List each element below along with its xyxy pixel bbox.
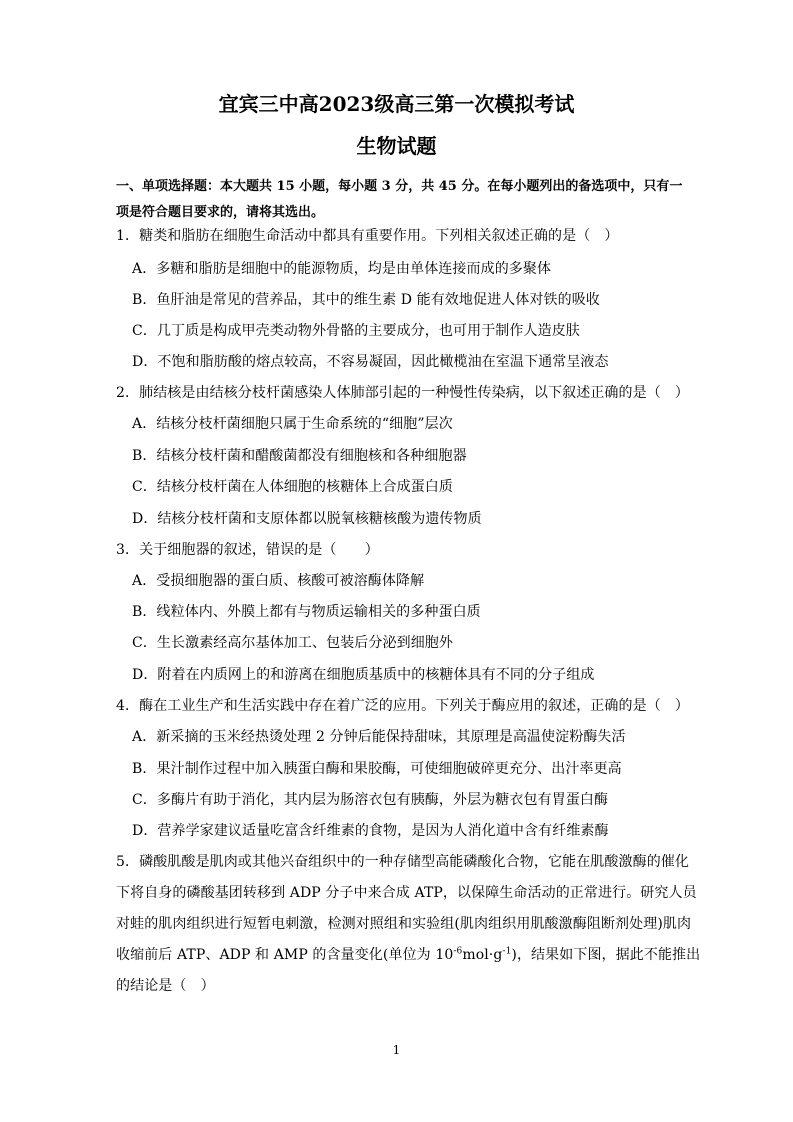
question-5-line4-post: )，结果如下图，据此不能推出	[511, 947, 701, 963]
question-1-option-a: A．多糖和脂肪是细胞中的能源物质，均是由单体连接而成的多聚体	[132, 261, 552, 277]
question-4-stem: 4．酶在工业生产和生活实践中存在着广泛的应用。下列关于酶应用的叙述，正确的是（ ）	[116, 698, 690, 714]
section-instruction-line2: 项是符合题目要求的，请将其选出。	[116, 205, 325, 220]
question-3-option-b: B．线粒体内、外膜上都有与物质运输相关的多种蛋白质	[132, 604, 481, 620]
question-5-line4-unit: mol·g	[462, 947, 503, 963]
page-number: 1	[392, 1043, 401, 1057]
unit-exponent-1: -6	[453, 946, 463, 957]
question-4-option-b: B．果汁制作过程中加入胰蛋白酶和果胶酶，可使细胞破碎更充分、出汁率更高	[132, 761, 622, 777]
exam-title: 宜宾三中高2023级高三第一次模拟考试	[218, 92, 575, 116]
question-5-line2: 下将自身的磷酸基团转移到 ADP 分子中来合成 ATP，以保障生命活动的正常进行。研究人员	[116, 885, 697, 901]
question-2-stem: 2．肺结核是由结核分枝杆菌感染人体肺部引起的一种慢性传染病，以下叙述正确的是（ ）	[116, 385, 690, 401]
question-4-option-a: A．新采摘的玉米经热烫处理 2 分钟后能保持甜味，其原理是高温使淀粉酶失活	[132, 729, 626, 745]
question-2-option-c: C．结核分枝杆菌在人体细胞的核糖体上合成蛋白质	[132, 479, 454, 495]
question-4-option-c: C．多酶片有助于消化，其内层为肠溶衣包有胰酶，外层为糖衣包有胃蛋白酶	[132, 792, 609, 808]
question-3-option-a: A．受损细胞器的蛋白质、核酸可被溶酶体降解	[132, 573, 425, 589]
question-2-option-b: B．结核分枝杆菌和醋酸菌都没有细胞核和各种细胞器	[132, 448, 467, 464]
question-4-option-d: D．营养学家建议适量吃富含纤维素的食物，是因为人消化道中含有纤维素酶	[132, 823, 609, 839]
question-3-option-c: C．生长激素经高尔基体加工、包装后分泌到细胞外	[132, 635, 454, 651]
question-2-option-d: D．结核分枝杆菌和支原体都以脱氧核糖核酸为遗传物质	[132, 511, 482, 527]
question-5-line3: 对蛙的肌肉组织进行短暂电刺激，检测对照组和实验组(肌肉组织用肌酸激酶阻断剂处理)肌肉	[116, 916, 692, 932]
question-1-stem: 1．糖类和脂肪在细胞生命活动中都具有重要作用。下列相关叙述正确的是（ ）	[116, 228, 619, 244]
question-3-stem: 3．关于细胞器的叙述，错误的是（ ）	[116, 542, 379, 558]
question-5-line4	[116, 944, 700, 964]
question-1-option-c: C．几丁质是构成甲壳类动物外骨骼的主要成分，也可用于制作人造皮肤	[132, 323, 580, 339]
question-1-option-b: B．鱼肝油是常见的营养品，其中的维生素 D 能有效地促进人体对铁的吸收	[132, 292, 600, 308]
unit-exponent-2: -1	[502, 946, 512, 957]
question-5-line4-pre: 收缩前后 ATP、ADP 和 AMP 的含量变化(单位为 10	[116, 947, 454, 963]
exam-subtitle: 生物试题	[356, 134, 437, 158]
question-1-option-d: D．不饱和脂肪酸的熔点较高，不容易凝固，因此橄榄油在室温下通常呈液态	[132, 354, 609, 370]
section-instruction-line1: 一、单项选择题：本大题共 15 小题，每小题 3 分，共 45 分。在每小题列出的备选项中，只有一	[116, 179, 683, 194]
question-5-line5: 的结论是（ ）	[116, 978, 215, 994]
question-3-option-d: D．附着在内质网上的和游离在细胞质基质中的核糖体具有不同的分子组成	[132, 667, 595, 683]
question-5-line1: 5．磷酸肌酸是肌肉或其他兴奋组织中的一种存储型高能磷酸化合物，它能在肌酸激酶的催化	[116, 854, 690, 870]
question-2-option-a: A．结核分枝杆菌细胞只属于生命系统的“细胞”层次	[132, 416, 453, 432]
